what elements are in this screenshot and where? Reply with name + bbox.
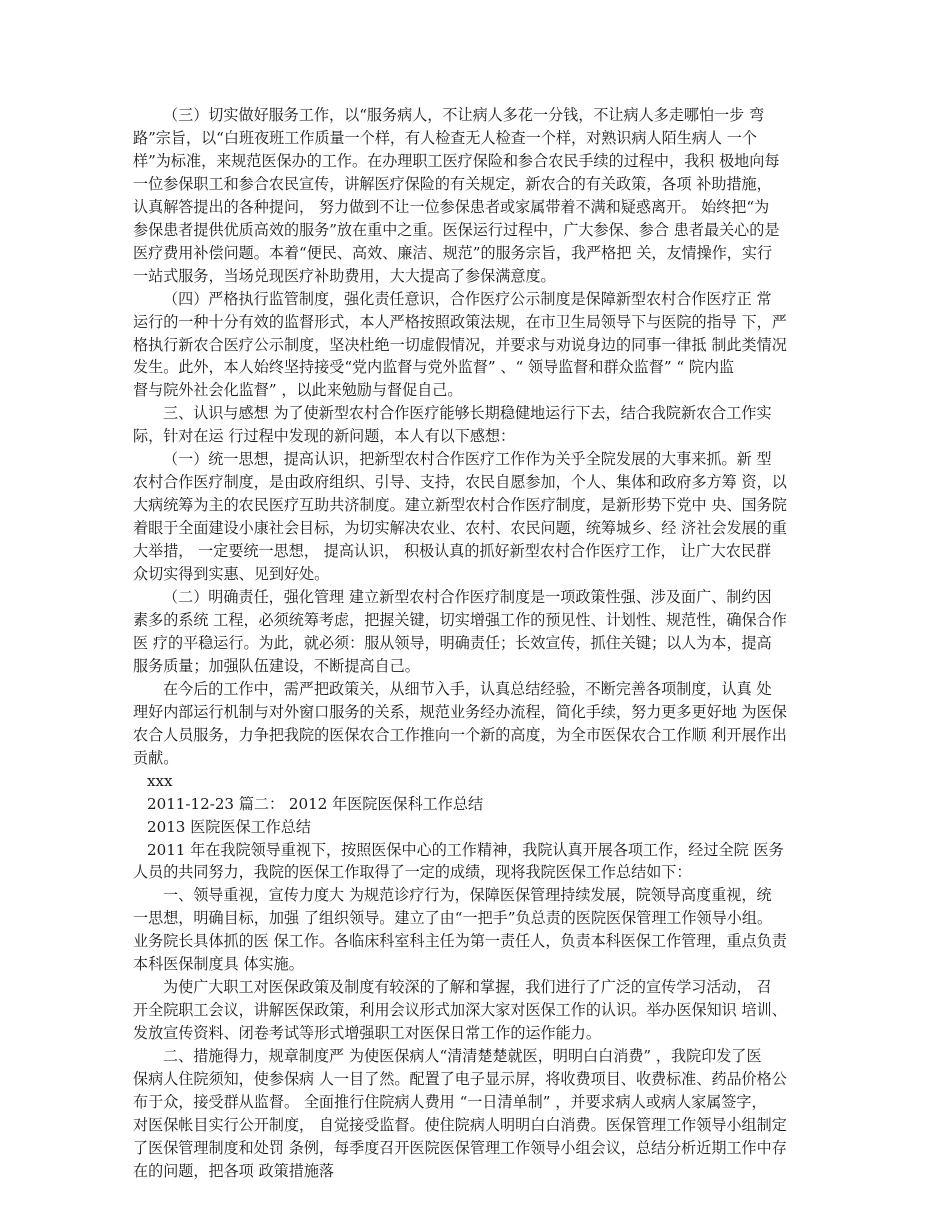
text-line: 着眼于全面建设小康社会目标，为切实解决农业、农村、农民问题，统筹城乡、经 济社会发展的重 <box>133 519 787 538</box>
text-line: 农村合作医疗制度，是由政府组织、引导、支持，农民自愿参加，个人、集体和政府多方筹 资，以 <box>133 473 787 492</box>
text-line: 三、认识与感想 为了使新型农村合作医疗能够长期稳健地运行下去，结合我院新农合工作实 <box>163 404 772 423</box>
date-and-part-heading <box>133 793 813 816</box>
text-line: 理好内部运行机制与对外窗口服务的关系，规范业务经办流程，简化手续，努力更多更好地 为医保 <box>133 702 787 721</box>
paragraph-future-work <box>133 678 813 770</box>
text-line: 本科医保制度具 体实施。 <box>133 955 304 974</box>
text-line: 督与院外社会化监督” ，以此来勉励与督促自己。 <box>133 381 463 400</box>
text-line: 业务院长具体抓的医 保工作。各临床科室科主任为第一责任人，负责本科医保工作管理，重点负责 <box>133 932 787 951</box>
text-line: 路”宗旨，以“白班夜班工作质量一个样，有人检查无人检查一个样，对熟识病人陌生病人 一个 <box>133 128 757 147</box>
text-line: 2011 年在我院领导重视下，按照医保中心的工作精神，我院认真开展各项工作，经过全院 医务 <box>147 840 784 859</box>
text-line: 对医保帐目实行公开制度， 自觉接受监督。使住院病人明明白白消费。医保管理工作领导小组制定 <box>133 1115 787 1134</box>
text-line: 在的问题，把各项 政策措施落 <box>133 1161 335 1180</box>
paragraph-intro-2011 <box>133 839 813 885</box>
paragraph-leadership <box>133 884 813 976</box>
text-line: 样”为标准，来规范医保办的工作。在办理职工医疗保险和参合农民手续的过程中，我积 极地向每 <box>133 151 780 170</box>
text-line: 布于众，接受群从监督。 全面推行住院病人费用 “一日清单制” ，并要求病人或病人家属签字， <box>133 1092 767 1111</box>
text-line: 大病统筹为主的农民医疗互助共济制度。建立新型农村合作医疗制度，是新形势下党中 央、国务院 <box>133 496 787 515</box>
text-line: 人员的共同努力，我院的医保工作取得了一定的成绩，现将我院医保工作总结如下： <box>133 863 692 882</box>
text-line: 二、措施得力，规章制度严 为使医保病人“清清楚楚就医，明明白白消费” ，我院印发了医 <box>163 1047 762 1066</box>
text-line: 一站式服务，当场兑现医疗补助费用，大大提高了参保满意度。 <box>133 266 556 285</box>
text-line: 众切实得到实惠、见到好处。 <box>133 565 330 584</box>
text-line: 开全院职工会议，讲解医保政策，利用会议形式加深大家对医保工作的认识。举办医保知识 培训、 <box>133 1001 787 1020</box>
section-title <box>133 816 813 839</box>
text-line: 在今后的工作中，需严把政策关，从细节入手，认真总结经验，不断完善各项制度，认真 处 <box>163 679 772 698</box>
paragraph-measures <box>133 1045 813 1183</box>
text-line: 医 疗的平稳运行。为此，就必须：服从领导，明确责任；长效宣传，抓住关键；以人为本，提高 <box>133 633 772 652</box>
text-line: 2011-12-23 篇二： 2012 年医院医保科工作总结 <box>147 794 484 813</box>
text-line: 2013 医院医保工作总结 <box>147 817 311 836</box>
text-line: 农合人员服务，力争把我院的医保农合工作推向一个新的高度，为全市医保农合工作顺 利开展作出 <box>133 725 787 744</box>
text-line: 一思想，明确目标，加强 了组织领导。建立了由“一把手”负总责的医院医保管理工作领导小组。 <box>133 909 773 928</box>
text-line: xxx <box>147 771 173 790</box>
text-line: 大举措， 一定要统一思想， 提高认识， 积极认真的抓好新型农村合作医疗工作， 让广大农民群 <box>133 542 772 561</box>
text-line: （四）严格执行监管制度，强化责任意识，合作医疗公示制度是保障新型农村合作医疗正 常 <box>163 289 772 308</box>
paragraph-publicity <box>133 976 813 1045</box>
paragraph-supervision <box>133 288 813 403</box>
text-line: 一、领导重视，宣传力度大 为规范诊疗行为，保障医保管理持续发展，院领导高度重视，统 <box>163 886 772 905</box>
text-line: 参保患者提供优质高效的服务”放在重中之重。医保运行过程中，广大参保、参合 患者最关心的是 <box>133 220 780 239</box>
text-line: 为使广大职工对医保政策及制度有较深的了解和掌握，我们进行了广泛的宣传学习活动， 召 <box>163 978 772 997</box>
text-line: 运行的一种十分有效的监督形式，本人严格按照政策法规，在市卫生局领导下与医院的指导 下，严 <box>133 312 787 331</box>
text-line: （三）切实做好服务工作，以“服务病人，不让病人多花一分钱，不让病人多走哪怕一步 弯 <box>163 106 765 124</box>
text-line: 贡献。 <box>133 748 179 767</box>
text-line: 医疗费用补偿问题。本着“便民、高效、廉洁、规范”的服务宗旨，我严格把 关，友情操作，实行 <box>133 243 773 262</box>
text-line: 素多的系统 工程，必须统筹考虑，把握关键，切实增强工作的预见性、计划性、规范性，确保合作 <box>133 610 787 629</box>
text-line: 际，针对在运 行过程中发现的新问题，本人有以下感想： <box>133 427 516 446</box>
text-line: 发放宣传资料、闭卷考试等形式增强职工对医保日常工作的运作能力。 <box>133 1024 601 1043</box>
paragraph-service-work <box>133 104 813 288</box>
text-line: 一位参保职工和参合农民宣传，讲解医疗保险的有关规定，新农合的有关政策，各项 补助措施， <box>133 174 772 193</box>
text-line: 保病人住院须知，使参保病 人一目了然。配置了电子显示屏，将收费项目、收费标准、药品价格公 <box>133 1070 787 1089</box>
text-line: 认真解答提出的各种提问， 努力做到不让一位参保患者或家属带着不满和疑惑离开。 始终把“为 <box>133 197 770 216</box>
document-page <box>133 104 813 1183</box>
text-line: 服务质量；加强队伍建设，不断提高自己。 <box>133 656 420 675</box>
text-line: 格执行新农合医疗公示制度，坚决杜绝一切虚假情况，并要求与劝说身边的同事一律抵 制此类情况 <box>133 335 787 354</box>
text-line: 了医保管理制度和处罚 条例，每季度召开医院医保管理工作领导小组会议，总结分析近期工作中存 <box>133 1138 787 1157</box>
text-line: （一）统一思想，提高认识，把新型农村合作医疗工作作为关乎全院发展的大事来抓。新 型 <box>163 450 772 469</box>
paragraph-unify-thinking <box>133 448 813 586</box>
text-line: 发生。此外，本人始终坚持接受“党内监督与党外监督” 、“ 领导监督和群众监督” “ 院内监 <box>133 358 735 377</box>
text-line: （二）明确责任，强化管理 建立新型农村合作医疗制度是一项政策性强、涉及面广、制约因 <box>163 588 772 607</box>
signature <box>133 770 813 793</box>
paragraph-reflections-heading <box>133 402 813 448</box>
paragraph-responsibility <box>133 586 813 678</box>
